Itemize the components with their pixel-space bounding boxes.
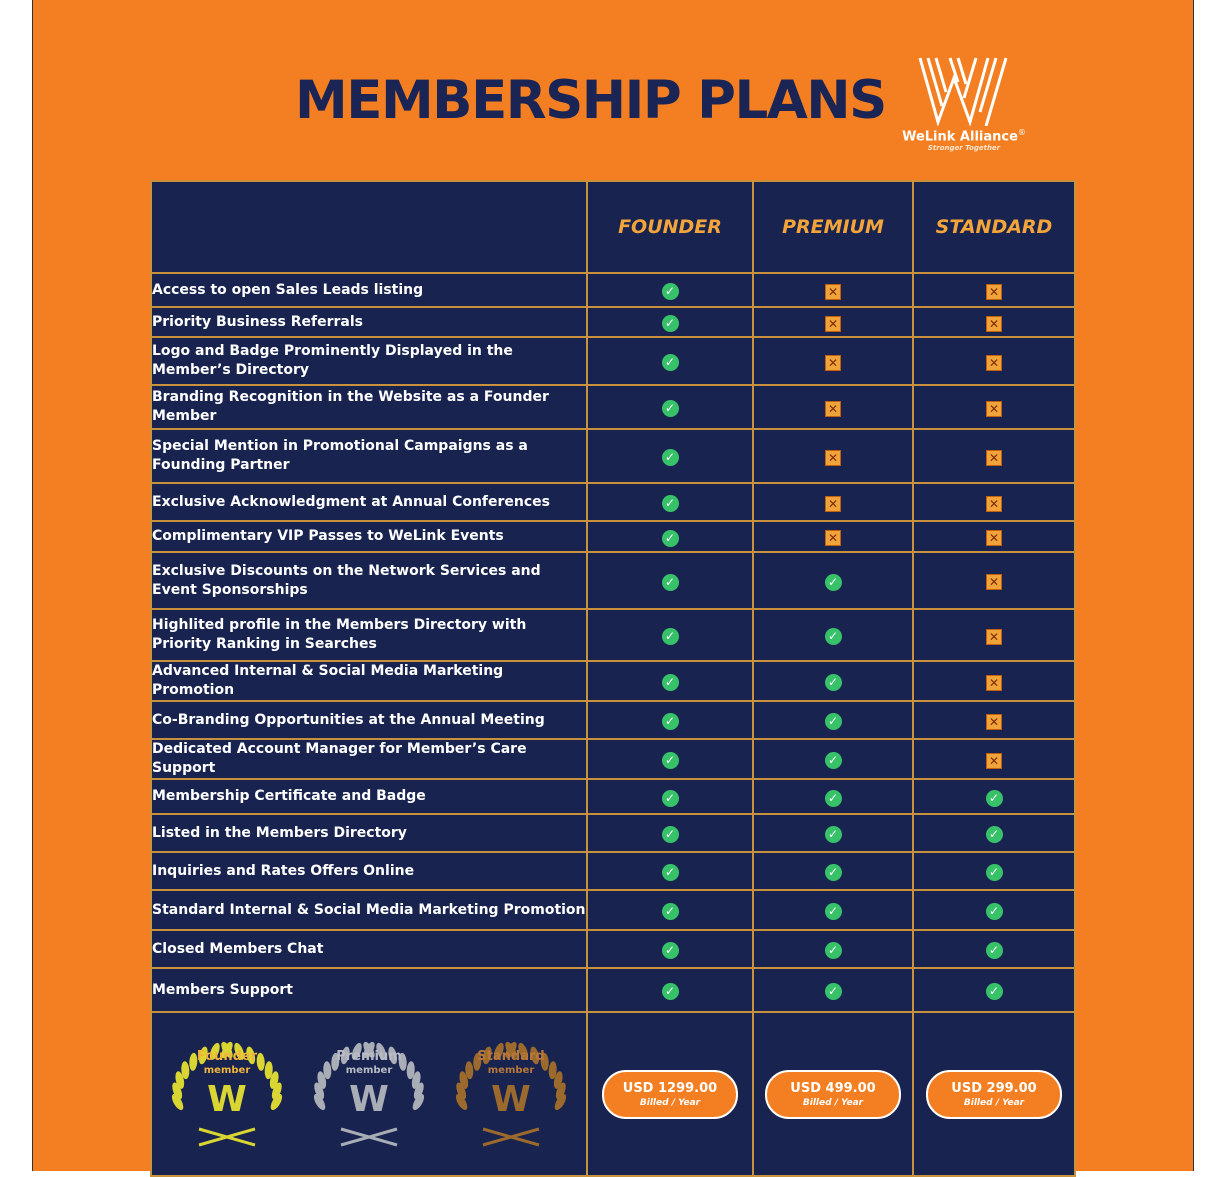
check-circle-icon: ✓ — [662, 983, 679, 1000]
feature-label: Priority Business Referrals — [151, 307, 587, 337]
feature-mark-standard — [913, 609, 1075, 661]
feature-mark-standard — [913, 337, 1075, 385]
cross-box-icon: ✕ — [986, 714, 1002, 730]
feature-mark-founder — [587, 337, 753, 385]
feature-label: Highlited profile in the Members Directory with Priority Ranking in Searches — [151, 609, 587, 661]
feature-mark-standard — [913, 273, 1075, 307]
table-row — [151, 968, 1075, 1012]
feature-mark-founder — [587, 273, 753, 307]
table-row — [151, 307, 1075, 337]
feature-mark-premium — [753, 385, 913, 429]
check-circle-icon: ✓ — [986, 864, 1003, 881]
feature-mark-premium — [753, 337, 913, 385]
check-circle-icon: ✓ — [986, 903, 1003, 920]
feature-label: Members Support — [151, 968, 587, 1012]
check-circle-icon: ✓ — [825, 903, 842, 920]
feature-mark-premium — [753, 661, 913, 701]
check-circle-icon: ✓ — [662, 283, 679, 300]
feature-mark-founder — [587, 609, 753, 661]
table-row — [151, 739, 1075, 779]
feature-label: Advanced Internal & Social Media Marketing Promotion — [151, 661, 587, 701]
brand-logo — [899, 54, 1029, 160]
feature-mark-premium — [753, 552, 913, 609]
cross-box-icon: ✕ — [986, 401, 1002, 417]
feature-mark-standard — [913, 968, 1075, 1012]
table-row — [151, 483, 1075, 521]
cross-box-icon: ✕ — [986, 450, 1002, 466]
table-row — [151, 701, 1075, 739]
feature-mark-standard — [913, 890, 1075, 930]
price-amount: USD 1299.00 — [622, 1080, 718, 1096]
table-row — [151, 814, 1075, 852]
cross-box-icon: ✕ — [825, 530, 841, 546]
feature-label: Co-Branding Opportunities at the Annual Meeting — [151, 701, 587, 739]
feature-mark-founder — [587, 483, 753, 521]
cross-box-icon: ✕ — [986, 355, 1002, 371]
plan-header-founder: FOUNDER — [587, 181, 753, 273]
feature-mark-premium — [753, 483, 913, 521]
feature-mark-standard — [913, 852, 1075, 890]
feature-mark-standard — [913, 429, 1075, 483]
cross-box-icon: ✕ — [986, 284, 1002, 300]
feature-label: Branding Recognition in the Website as a Founder Member — [151, 385, 587, 429]
feature-mark-founder — [587, 661, 753, 701]
cross-box-icon: ✕ — [986, 316, 1002, 332]
feature-mark-standard — [913, 779, 1075, 814]
feature-mark-founder — [587, 701, 753, 739]
price-billing: Billed / Year — [639, 1097, 701, 1108]
feature-mark-standard — [913, 483, 1075, 521]
feature-mark-founder — [587, 852, 753, 890]
check-circle-icon: ✓ — [825, 628, 842, 645]
table-row — [151, 930, 1075, 968]
check-circle-icon: ✓ — [662, 449, 679, 466]
badge-w-icon: W — [349, 1078, 389, 1120]
cross-box-icon: ✕ — [986, 675, 1002, 691]
feature-mark-standard — [913, 552, 1075, 609]
standard-price-button[interactable] — [926, 1070, 1062, 1119]
badge-name: Standard — [477, 1048, 545, 1064]
table-row — [151, 273, 1075, 307]
feature-mark-founder — [587, 307, 753, 337]
feature-mark-premium — [753, 968, 913, 1012]
founder-price-button[interactable] — [602, 1070, 738, 1119]
check-circle-icon: ✓ — [825, 713, 842, 730]
feature-label: Dedicated Account Manager for Member’s Care Support — [151, 739, 587, 779]
plan-header-premium: PREMIUM — [753, 181, 913, 273]
badge-subtitle: member — [487, 1064, 535, 1076]
check-circle-icon: ✓ — [825, 942, 842, 959]
check-circle-icon: ✓ — [662, 790, 679, 807]
feature-label: Complimentary VIP Passes to WeLink Events — [151, 521, 587, 552]
feature-mark-premium — [753, 814, 913, 852]
badge-row — [152, 1037, 586, 1152]
check-circle-icon: ✓ — [662, 400, 679, 417]
cross-box-icon: ✕ — [986, 753, 1002, 769]
cross-box-icon: ✕ — [825, 450, 841, 466]
feature-label: Listed in the Members Directory — [151, 814, 587, 852]
welink-logo-icon — [914, 54, 1014, 126]
check-circle-icon: ✓ — [986, 790, 1003, 807]
badge-w-icon: W — [207, 1078, 247, 1120]
table-row — [151, 385, 1075, 429]
table-row — [151, 429, 1075, 483]
check-circle-icon: ✓ — [825, 790, 842, 807]
check-circle-icon: ✓ — [662, 628, 679, 645]
check-circle-icon: ✓ — [825, 674, 842, 691]
badges-cell — [151, 1012, 587, 1176]
feature-mark-standard — [913, 739, 1075, 779]
feature-mark-standard — [913, 814, 1075, 852]
check-circle-icon: ✓ — [986, 983, 1003, 1000]
feature-label: Special Mention in Promotional Campaigns as a Founding Partner — [151, 429, 587, 483]
check-circle-icon: ✓ — [662, 752, 679, 769]
badge-premium — [301, 1037, 437, 1152]
badge-name: Premium — [336, 1048, 402, 1064]
feature-mark-premium — [753, 521, 913, 552]
feature-mark-standard — [913, 307, 1075, 337]
table-row — [151, 552, 1075, 609]
price-amount: USD 299.00 — [951, 1080, 1037, 1096]
feature-mark-premium — [753, 779, 913, 814]
feature-label: Membership Certificate and Badge — [151, 779, 587, 814]
check-circle-icon: ✓ — [825, 574, 842, 591]
price-billing: Billed / Year — [802, 1097, 864, 1108]
feature-mark-premium — [753, 273, 913, 307]
check-circle-icon: ✓ — [662, 942, 679, 959]
feature-mark-premium — [753, 890, 913, 930]
check-circle-icon: ✓ — [662, 674, 679, 691]
check-circle-icon: ✓ — [825, 864, 842, 881]
feature-mark-founder — [587, 429, 753, 483]
feature-label: Closed Members Chat — [151, 930, 587, 968]
check-circle-icon: ✓ — [662, 864, 679, 881]
cross-box-icon: ✕ — [825, 496, 841, 512]
price-amount: USD 499.00 — [790, 1080, 876, 1096]
badge-w-icon: W — [491, 1078, 531, 1120]
table-row — [151, 661, 1075, 701]
feature-mark-standard — [913, 385, 1075, 429]
cross-box-icon: ✕ — [825, 316, 841, 332]
feature-mark-founder — [587, 779, 753, 814]
feature-mark-standard — [913, 661, 1075, 701]
table-row — [151, 337, 1075, 385]
check-circle-icon: ✓ — [662, 315, 679, 332]
brand-name: WeLink Alliance® — [902, 128, 1026, 145]
feature-mark-founder — [587, 385, 753, 429]
cross-box-icon: ✕ — [986, 496, 1002, 512]
header-blank-cell — [151, 181, 587, 273]
feature-mark-premium — [753, 609, 913, 661]
cross-box-icon: ✕ — [825, 284, 841, 300]
table-row — [151, 779, 1075, 814]
feature-mark-founder — [587, 739, 753, 779]
cross-box-icon: ✕ — [986, 629, 1002, 645]
feature-label: Inquiries and Rates Offers Online — [151, 852, 587, 890]
feature-label: Access to open Sales Leads listing — [151, 273, 587, 307]
feature-mark-standard — [913, 701, 1075, 739]
price-cell-standard — [913, 1012, 1075, 1176]
price-cell-premium — [753, 1012, 913, 1176]
feature-mark-founder — [587, 521, 753, 552]
feature-mark-standard — [913, 521, 1075, 552]
price-billing: Billed / Year — [963, 1097, 1025, 1108]
check-circle-icon: ✓ — [662, 903, 679, 920]
check-circle-icon: ✓ — [662, 354, 679, 371]
check-circle-icon: ✓ — [662, 495, 679, 512]
badge-standard — [443, 1037, 579, 1152]
check-circle-icon: ✓ — [662, 826, 679, 843]
table-header-row — [151, 181, 1075, 273]
price-cell-founder — [587, 1012, 753, 1176]
check-circle-icon: ✓ — [662, 713, 679, 730]
cross-box-icon: ✕ — [825, 355, 841, 371]
brand-tagline: Stronger Together — [927, 144, 1001, 153]
pricing-row — [151, 1012, 1075, 1176]
feature-mark-founder — [587, 890, 753, 930]
premium-price-button[interactable] — [765, 1070, 901, 1119]
membership-table — [150, 180, 1076, 1177]
feature-label: Logo and Badge Prominently Displayed in the Member’s Directory — [151, 337, 587, 385]
cross-box-icon: ✕ — [986, 530, 1002, 546]
check-circle-icon: ✓ — [662, 574, 679, 591]
check-circle-icon: ✓ — [662, 530, 679, 547]
feature-label: Exclusive Discounts on the Network Services and Event Sponsorships — [151, 552, 587, 609]
badge-founder — [159, 1037, 295, 1152]
page-title: MEMBERSHIP PLANS — [295, 70, 886, 131]
feature-mark-standard — [913, 930, 1075, 968]
feature-mark-premium — [753, 930, 913, 968]
feature-mark-premium — [753, 307, 913, 337]
feature-mark-founder — [587, 968, 753, 1012]
feature-mark-premium — [753, 739, 913, 779]
table-row — [151, 609, 1075, 661]
check-circle-icon: ✓ — [986, 826, 1003, 843]
cross-box-icon: ✕ — [825, 401, 841, 417]
feature-label: Exclusive Acknowledgment at Annual Conferences — [151, 483, 587, 521]
feature-rows — [151, 273, 1075, 1012]
feature-mark-founder — [587, 814, 753, 852]
feature-mark-premium — [753, 429, 913, 483]
check-circle-icon: ✓ — [825, 826, 842, 843]
badge-name: Founder — [196, 1048, 258, 1064]
feature-mark-founder — [587, 552, 753, 609]
cross-box-icon: ✕ — [986, 574, 1002, 590]
plan-header-standard: STANDARD — [913, 181, 1075, 273]
check-circle-icon: ✓ — [986, 942, 1003, 959]
badge-subtitle: member — [203, 1064, 251, 1076]
check-circle-icon: ✓ — [825, 983, 842, 1000]
table-row — [151, 852, 1075, 890]
feature-mark-premium — [753, 852, 913, 890]
feature-label: Standard Internal & Social Media Marketing Promotion — [151, 890, 587, 930]
table-row — [151, 890, 1075, 930]
feature-mark-premium — [753, 701, 913, 739]
table-row — [151, 521, 1075, 552]
check-circle-icon: ✓ — [825, 752, 842, 769]
feature-mark-founder — [587, 930, 753, 968]
badge-subtitle: member — [345, 1064, 393, 1076]
